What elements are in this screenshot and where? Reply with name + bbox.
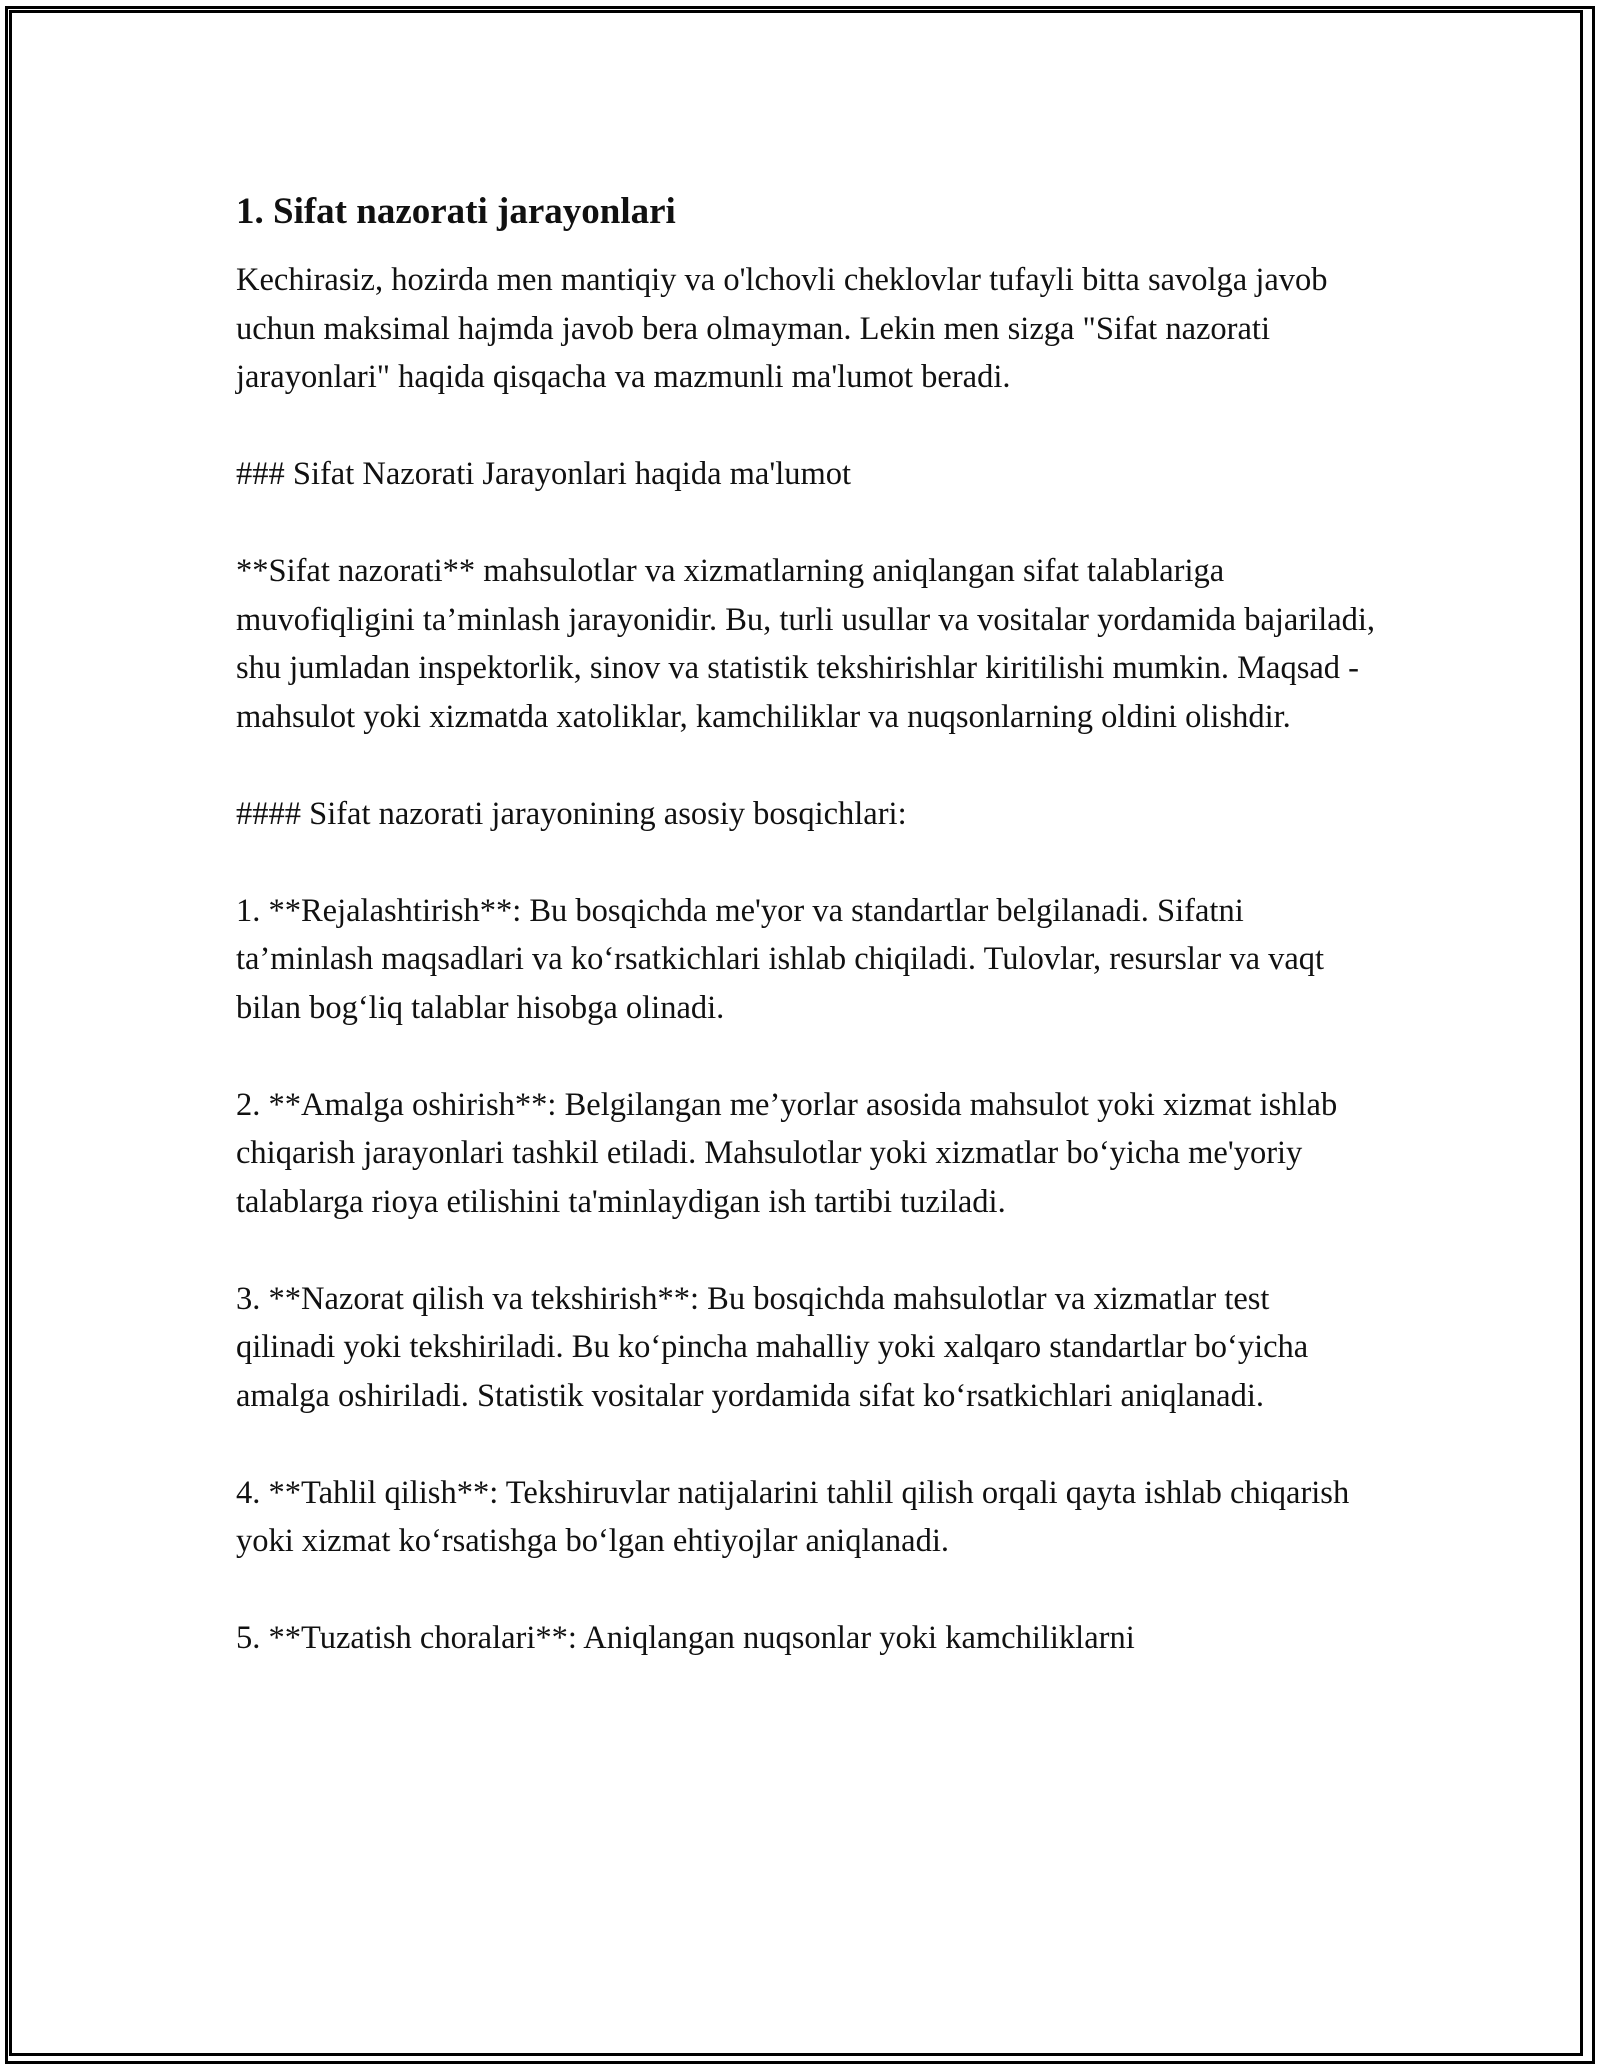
- list-item-planning: 1. **Rejalashtirish**: Bu bosqichda me'yor va standartlar belgilanadi. Sifatni ta’minlash maqsadlari va ko‘rsatkichlari ishlab chiqiladi. Tulovlar, resurslar va vaqt bilan bog‘liq talablar hisobga olinadi.: [236, 892, 1325, 1026]
- document-title: 1. Sifat nazorati jarayonlari: [236, 191, 676, 232]
- list-item-analysis: 4. **Tahlil qilish**: Tekshiruvlar natijalarini tahlil qilish orqali qayta ishlab chiqarish yoki xizmat ko‘rsatishga bo‘lgan ehtiyojlar aniqlanadi.: [236, 1474, 1350, 1559]
- paragraph-section-heading: ### Sifat Nazorati Jarayonlari haqida ma'lumot: [236, 456, 852, 492]
- list-item-implementation: 2. **Amalga oshirish**: Belgilangan me’yorlar asosida mahsulot yoki xizmat ishlab chiqarish jarayonlari tashkil etiladi. Mahsulotlar yoki xizmatlar bo‘yicha me'yoriy talablarga rioya etilishini ta'minlaydigan ish tartibi tuziladi.: [236, 1086, 1338, 1220]
- paragraph-intro: Kechirasiz, hozirda men mantiqiy va o'lchovli cheklovlar tufayli bitta savolga javob uchun maksimal hajmda javob bera olmayman. Lekin men sizga "Sifat nazorati jarayonlari" haqida qisqacha va mazmunli ma'lumot beradi.: [236, 262, 1328, 395]
- list-item-corrective-actions: 5. **Tuzatish choralari**: Aniqlangan nuqsonlar yoki kamchiliklarni: [236, 1620, 1135, 1656]
- list-item-inspection: 3. **Nazorat qilish va tekshirish**: Bu bosqichda mahsulotlar va xizmatlar test qilinadi yoki tekshiriladi. Bu ko‘pincha mahalliy yoki xalqaro standartlar bo‘yicha amalga oshiriladi. Statistik vositalar yordamida sifat ko‘rsatkichlari aniqlanadi.: [236, 1280, 1309, 1414]
- paragraph-definition: **Sifat nazorati** mahsulotlar va xizmatlarning aniqlangan sifat talablariga muvofiqligini ta’minlash jarayonidir. Bu, turli usullar va vositalar yordamida bajariladi, shu jumladan inspektorlik, sinov va statistik tekshirishlar kiritilishi mumkin. Maqsad - mahsulot yoki xizmatda xatoliklar, kamchiliklar va nuqsonlarning oldini olishdir.: [236, 553, 1376, 735]
- paragraph-subsection-heading: #### Sifat nazorati jarayonining asosiy bosqichlari:: [236, 795, 907, 832]
- document-body: [236, 188, 1376, 1663]
